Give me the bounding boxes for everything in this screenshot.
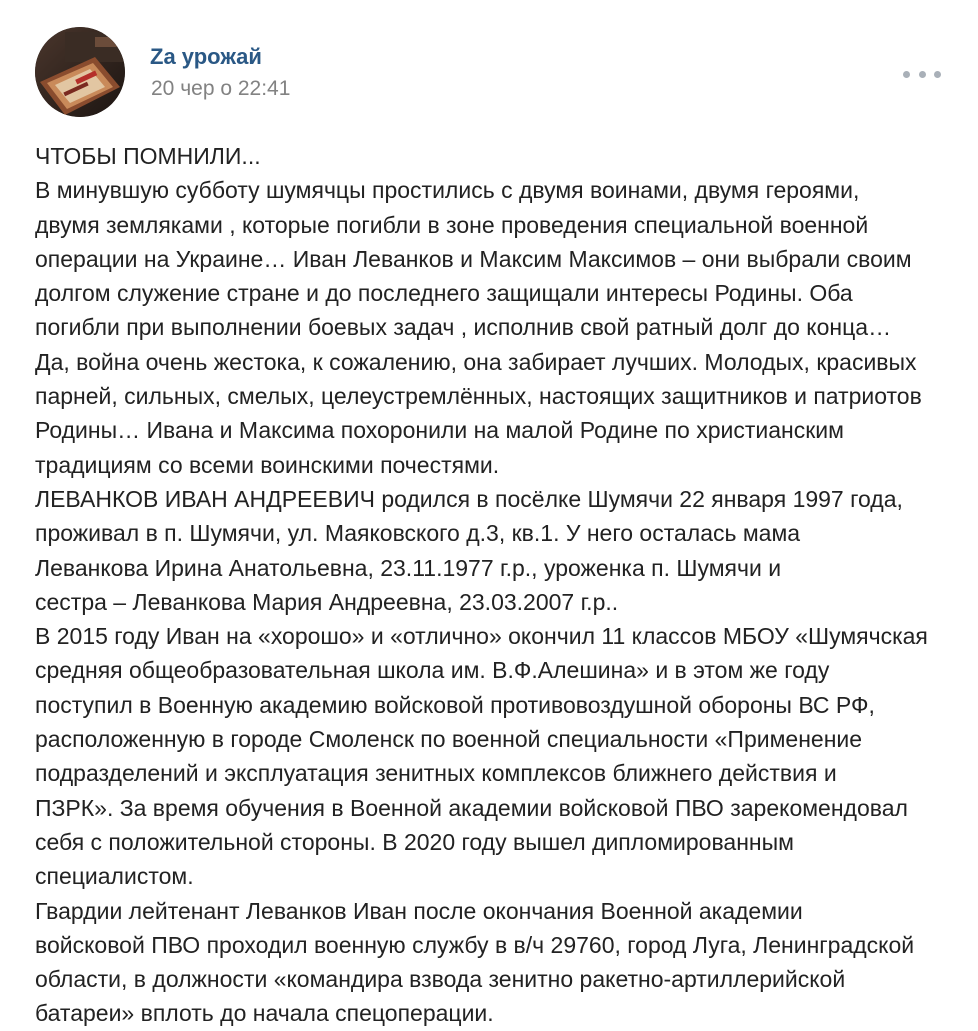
post-text-line: операции на Украине… Иван Леванков и Максим Максимов – они выбрали своим bbox=[35, 245, 912, 272]
post-text-line: Леванкова Ирина Анатольевна, 23.11.1977 г.р., уроженка п. Шумячи и bbox=[35, 554, 782, 581]
post-text-line: средняя общеобразовательная школа им. В.Ф.Алешина» и в этом же году bbox=[35, 657, 830, 684]
post-timestamp[interactable]: 20 чер о 22:41 bbox=[151, 77, 291, 100]
post-text-line: войсковой ПВО проходил военную службу в в/ч 29760, город Луга, Ленинградской bbox=[35, 931, 915, 958]
community-avatar[interactable] bbox=[35, 27, 125, 117]
post-text-line: поступил в Военную академию войсковой противовоздушной обороны ВС РФ, bbox=[35, 691, 875, 718]
post-text-line: ЛЕВАНКОВ ИВАН АНДРЕЕВИЧ родился в посёлке Шумячи 22 января 1997 года, bbox=[35, 485, 903, 512]
post-text-line: Гвардии лейтенант Леванков Иван после окончания Военной академии bbox=[35, 897, 803, 924]
dot bbox=[934, 71, 941, 78]
more-options-icon[interactable] bbox=[903, 63, 941, 85]
post-text-line: батареи» вплоть до начала спецоперации. bbox=[35, 1000, 494, 1027]
dot bbox=[919, 71, 926, 78]
post-text-line: Родины… Ивана и Максима похоронили на малой Родине по христианским bbox=[35, 417, 844, 444]
post-text-line: расположенную в городе Смоленск по военной специальности «Применение bbox=[35, 726, 863, 753]
post-text-line: традициям со всеми воинскими почестями. bbox=[35, 451, 500, 478]
post-text bbox=[35, 139, 970, 1031]
post-text-line: ПЗРК». За время обучения в Военной академии войсковой ПВО зарекомендовал bbox=[35, 794, 908, 821]
post-text-line: проживал в п. Шумячи, ул. Маяковского д.3, кв.1. У него осталась мама bbox=[35, 520, 801, 547]
post-text-line: погибли при выполнении боевых задач , исполнив свой ратный долг до конца… bbox=[35, 314, 892, 341]
post-text-line: специалистом. bbox=[35, 863, 194, 890]
post-text-line: ЧТОБЫ ПОМНИЛИ... bbox=[35, 143, 261, 169]
dot bbox=[903, 71, 910, 78]
author-name-link[interactable]: Zа урожай bbox=[150, 44, 262, 69]
post-text-line: В 2015 году Иван на «хорошо» и «отлично» окончил 11 классов МБОУ «Шумячская bbox=[35, 623, 928, 650]
post-text-line: Да, война очень жестока, к сожалению, она забирает лучших. Молодых, красивых bbox=[35, 348, 917, 375]
post-text-line: сестра – Леванкова Мария Андреевна, 23.03.2007 г.р.. bbox=[35, 588, 619, 615]
post-text-line: подразделений и эксплуатация зенитных комплексов ближнего действия и bbox=[35, 760, 837, 787]
post-text-line: себя с положительной стороны. В 2020 году вышел дипломированным bbox=[35, 828, 794, 855]
post-text-line: двумя земляками , которые погибли в зоне проведения специальной военной bbox=[35, 211, 869, 238]
post-text-line: области, в должности «командира взвода зенитно ракетно-артиллерийской bbox=[35, 966, 846, 993]
post-text-line: парней, сильных, смелых, целеустремлённых, настоящих защитников и патриотов bbox=[35, 383, 922, 410]
post-text-line: В минувшую субботу шумячцы простились с двумя воинами, двумя героями, bbox=[35, 177, 860, 204]
post-text-line: долгом служение стране и до последнего защищали интересы Родины. Оба bbox=[35, 280, 853, 307]
avatar-image bbox=[35, 27, 125, 117]
